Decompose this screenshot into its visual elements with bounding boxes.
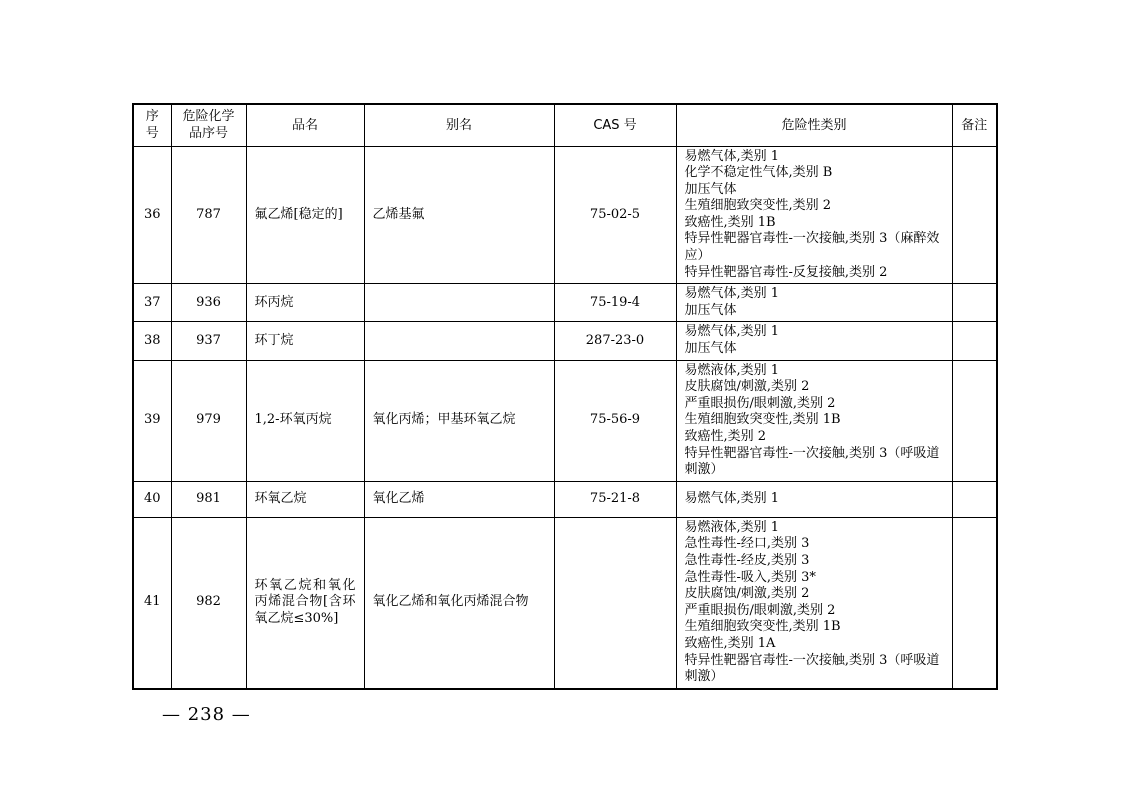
hazard-item: 皮肤腐蚀/刺激,类别 2: [684, 586, 810, 602]
hazard-item: 特异性靶器官毒性-一次接触,类别 3（麻醉效应）: [684, 231, 940, 264]
hazard-item: 生殖细胞致突变性,类别 1B: [684, 412, 841, 428]
cell-hazchem-no: 981: [171, 481, 246, 517]
table-row: [133, 322, 997, 360]
cell-alias: 乙烯基氟: [364, 146, 554, 284]
table-row: [133, 481, 997, 517]
cell-cas: [554, 517, 676, 688]
table-row: [133, 284, 997, 322]
header-hazchem-no: 危险化学 品序号: [171, 104, 246, 146]
cell-seq: 36: [133, 146, 171, 284]
cell-remark: [952, 517, 997, 688]
cell-hazchem-no: 937: [171, 322, 246, 360]
hazard-item: 特异性靶器官毒性-一次接触,类别 3（呼吸道刺激）: [684, 652, 940, 685]
cell-name: 1,2-环氧丙烷: [246, 360, 364, 481]
cell-cas: 287-23-0: [554, 322, 676, 360]
hazard-item: 致癌性,类别 1B: [684, 214, 776, 230]
table-row: [133, 517, 997, 688]
hazard-item: 化学不稳定性气体,类别 B: [684, 165, 833, 181]
cell-seq: 40: [133, 481, 171, 517]
hazard-item: 特异性靶器官毒性-一次接触,类别 3（呼吸道刺激）: [684, 445, 940, 478]
hazard-item: 加压气体: [684, 181, 737, 197]
hazard-item: 易燃气体,类别 1: [684, 148, 780, 164]
cell-seq: 37: [133, 284, 171, 322]
hazard-item: 易燃气体,类别 1: [684, 324, 780, 340]
table-row: [133, 146, 997, 284]
cell-hazards: [676, 146, 952, 284]
cell-hazards: [676, 284, 952, 322]
hazard-item: 致癌性,类别 2: [684, 429, 767, 444]
header-remark: 备注: [952, 104, 997, 146]
hazard-item: 易燃液体,类别 1: [684, 362, 780, 378]
cell-name: 环丁烷: [246, 322, 364, 360]
cell-hazards: [676, 481, 952, 517]
hazard-item: 急性毒性-经皮,类别 3: [684, 552, 810, 568]
header-seq: 序 号: [133, 104, 171, 146]
cell-alias: [364, 322, 554, 360]
cell-alias: 氧化丙烯；甲基环氧乙烷: [364, 360, 554, 481]
hazard-item: 皮肤腐蚀/刺激,类别 2: [684, 379, 810, 395]
hazard-item: 特异性靶器官毒性-反复接触,类别 2: [684, 264, 888, 280]
cell-hazchem-no: 936: [171, 284, 246, 322]
header-cas: CAS 号: [554, 104, 676, 146]
cell-name: 环氧乙烷和氧化丙烯混合物[含环氧乙烷≤30%]: [246, 517, 364, 688]
hazard-item: 加压气体: [684, 302, 737, 318]
hazard-item: 严重眼损伤/眼刺激,类别 2: [684, 395, 836, 411]
cell-seq: 39: [133, 360, 171, 481]
hazard-item: 急性毒性-吸入,类别 3*: [684, 569, 816, 585]
chemicals-table: [132, 103, 998, 690]
cell-hazchem-no: 787: [171, 146, 246, 284]
cell-seq: 38: [133, 322, 171, 360]
cell-name: 环氧乙烷: [246, 481, 364, 517]
cell-remark: [952, 284, 997, 322]
header-hazard: 危险性类别: [676, 104, 952, 146]
hazard-item: 加压气体: [684, 341, 737, 357]
cell-hazchem-no: 982: [171, 517, 246, 688]
header-alias: 别名: [364, 104, 554, 146]
cell-name: 氟乙烯[稳定的]: [246, 146, 364, 284]
hazard-item: 易燃气体,类别 1: [684, 490, 780, 506]
cell-remark: [952, 481, 997, 517]
cell-cas: 75-02-5: [554, 146, 676, 284]
cell-remark: [952, 360, 997, 481]
cell-seq: 41: [133, 517, 171, 688]
hazard-item: 生殖细胞致突变性,类别 2: [684, 198, 832, 214]
table-row: [133, 360, 997, 481]
cell-remark: [952, 146, 997, 284]
page-number: — 238 —: [162, 704, 251, 725]
hazard-item: 急性毒性-经口,类别 3: [684, 536, 810, 552]
cell-name: 环丙烷: [246, 284, 364, 322]
cell-hazards: [676, 360, 952, 481]
cell-alias: [364, 284, 554, 322]
table-header-row: [133, 104, 997, 146]
cell-cas: 75-56-9: [554, 360, 676, 481]
cell-alias: 氧化乙烯和氧化丙烯混合物: [364, 517, 554, 688]
hazard-item: 易燃液体,类别 1: [684, 519, 780, 535]
hazard-item: 严重眼损伤/眼刺激,类别 2: [684, 602, 836, 618]
hazard-item: 生殖细胞致突变性,类别 1B: [684, 619, 841, 635]
hazard-item: 致癌性,类别 1A: [684, 635, 776, 651]
cell-remark: [952, 322, 997, 360]
cell-hazards: [676, 517, 952, 688]
cell-hazards: [676, 322, 952, 360]
header-name: 品名: [246, 104, 364, 146]
cell-cas: 75-21-8: [554, 481, 676, 517]
cell-hazchem-no: 979: [171, 360, 246, 481]
hazard-item: 易燃气体,类别 1: [684, 286, 780, 302]
cell-cas: 75-19-4: [554, 284, 676, 322]
cell-alias: 氧化乙烯: [364, 481, 554, 517]
